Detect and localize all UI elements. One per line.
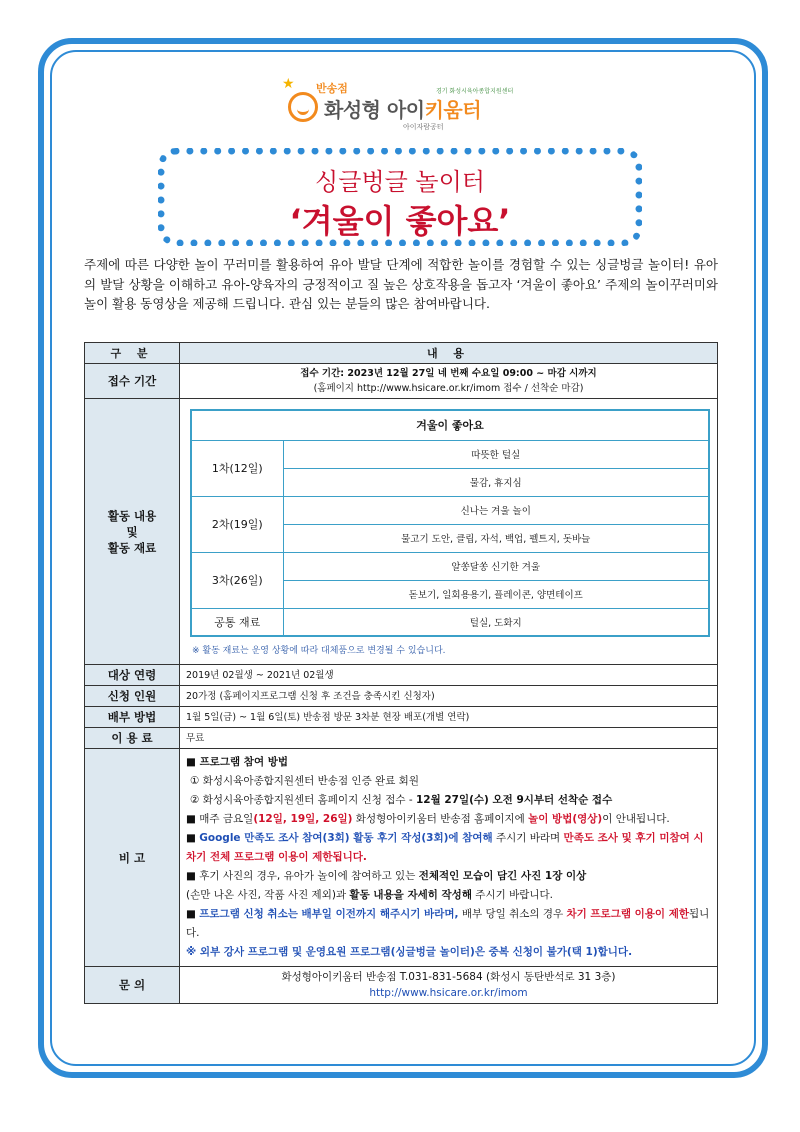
common-value: 털실, 도화지 xyxy=(283,608,709,636)
applicants-label: 신청 인원 xyxy=(85,686,180,707)
reception-line-2: (홈페이지 http://www.hsicare.or.kr/imom 접수 / 선착순 마감) xyxy=(313,383,584,394)
row-distribution xyxy=(85,707,718,728)
inquiry-line-1: 화성형아이키움터 반송점 T.031-831-5684 (화성시 동탄반석로 31 3층) xyxy=(281,971,616,983)
fee-label: 이 용 료 xyxy=(85,728,180,749)
row-applicants xyxy=(85,686,718,707)
applicants-value: 20가정 (홈페이지프로그램 신청 후 조건을 충족시킨 신청자) xyxy=(180,686,718,707)
session-1-materials: 물감, 휴지심 xyxy=(283,468,709,496)
header-category: 구 분 xyxy=(85,343,180,364)
remarks-line: ■ 매주 금요일(12일, 19일, 26일) 화성형아이키움터 반송점 홈페이지에 놀이 방법(영상)이 안내됩니다. xyxy=(186,813,670,825)
reception-line-1: 접수 기간: 2023년 12월 27일 네 번째 수요일 09:00 ~ 마감 시까지 xyxy=(300,368,597,379)
activity-value xyxy=(180,399,718,665)
star-icon: ★ xyxy=(282,76,295,92)
inquiry-label: 문 의 xyxy=(85,967,180,1004)
inquiry-link[interactable]: http://www.hsicare.or.kr/imom xyxy=(369,987,528,999)
logo xyxy=(282,76,528,138)
logo-subtitle: 아이자람공터 xyxy=(403,123,444,131)
session-1-activity: 따뜻한 털실 xyxy=(283,440,709,468)
session-2-materials: 물고기 도안, 클립, 자석, 백업, 펠트지, 돗바늘 xyxy=(283,524,709,552)
row-fee xyxy=(85,728,718,749)
logo-name: 화성형 아이키움터 xyxy=(324,98,482,122)
remarks-line: ■ Google 만족도 조사 참여(3회) 활동 후기 작성(3회)에 참여해 주시기 바라며 만족도 조사 및 후기 미참여 시 차기 전체 프로그램 이용이 제한됩니다. xyxy=(186,832,704,863)
remarks-line: ■ 프로그램 신청 취소는 배부일 이전까지 해주시기 바라며, 배부 당일 취소의 경우 차기 프로그램 이용이 제한됩니다. xyxy=(186,908,710,939)
row-inquiry xyxy=(85,967,718,1004)
remarks-line: ① 화성시육아종합지원센터 반송점 인증 완료 회원 xyxy=(190,775,419,787)
inquiry-value xyxy=(180,967,718,1004)
remarks-line: ■ 후기 사진의 경우, 유아가 놀이에 참여하고 있는 전체적인 모습이 담긴 사진 1장 이상 xyxy=(186,870,587,882)
logo-org: 경기 화성시육아종합지원센터 xyxy=(436,88,514,95)
row-age xyxy=(85,665,718,686)
session-2-activity: 신나는 겨울 놀이 xyxy=(283,496,709,524)
remarks-label: 비 고 xyxy=(85,749,180,967)
session-2-label: 2차(19일) xyxy=(191,496,283,552)
age-value: 2019년 02월생 ~ 2021년 02월생 xyxy=(180,665,718,686)
header-content: 내 용 xyxy=(180,343,718,364)
session-1-label: 1차(12일) xyxy=(191,440,283,496)
activity-inner-table xyxy=(190,409,710,637)
title-line-2: ‘겨울이 좋아요’ xyxy=(289,202,511,240)
inner-title: 겨울이 좋아요 xyxy=(191,410,709,440)
activity-note: ※ 활동 재료는 운영 상황에 따라 대체품으로 변경될 수 있습니다. xyxy=(192,646,446,656)
title-line-1: 싱글벙글 놀이터 xyxy=(315,168,485,196)
reception-label: 접수 기간 xyxy=(85,364,180,399)
row-activity xyxy=(85,399,718,665)
info-table xyxy=(84,342,718,1004)
fee-value: 무료 xyxy=(180,728,718,749)
activity-label: 활동 내용 및 활동 재료 xyxy=(85,399,180,665)
remarks-line: ※ 외부 강사 프로그램 및 운영요원 프로그램(싱글벙글 놀이터)은 중복 신청이 불가(택 1)합니다. xyxy=(186,946,633,958)
intro-paragraph: 주제에 따른 다양한 놀이 꾸러미를 활용하여 유아 발달 단계에 적합한 놀이를 경험할 수 있는 싱글벙글 놀이터! 유아의 발달 상황을 이해하고 유아-양육자의 긍정적이고 질 높은 상호작용을 돕고자 ‘겨울이 좋아요’ 주제의 놀이꾸러미와 놀이 활용 동영상을 제공해 드립니다. 관심 있는 분들의 많은 참여바랍니다. xyxy=(84,257,718,311)
session-3-materials: 돋보기, 일회용용기, 플레이콘, 양면테이프 xyxy=(283,580,709,608)
smile-icon xyxy=(288,92,318,122)
age-label: 대상 연령 xyxy=(85,665,180,686)
reception-value xyxy=(180,364,718,399)
row-remarks xyxy=(85,749,718,967)
logo-branch: 반송점 xyxy=(316,82,348,95)
remarks-line: ■ 프로그램 참여 방법 xyxy=(186,756,289,768)
distribution-label: 배부 방법 xyxy=(85,707,180,728)
table-header-row xyxy=(85,343,718,364)
session-3-activity: 알쏭달쏭 신기한 겨울 xyxy=(283,552,709,580)
session-3-label: 3차(26일) xyxy=(191,552,283,608)
remarks-line: (손만 나온 사진, 작품 사진 제외)과 활동 내용을 자세히 작성해 주시기 바랍니다. xyxy=(186,889,553,901)
common-label: 공통 재료 xyxy=(191,608,283,636)
remarks-line: ② 화성시육아종합지원센터 홈페이지 신청 접수 - 12월 27일(수) 오전 9시부터 선착순 접수 xyxy=(190,794,613,806)
row-reception xyxy=(85,364,718,399)
remarks-value xyxy=(180,749,718,967)
distribution-value: 1월 5일(금) ~ 1월 6일(토) 반송점 방문 3차분 현장 배포(개별 연락) xyxy=(180,707,718,728)
